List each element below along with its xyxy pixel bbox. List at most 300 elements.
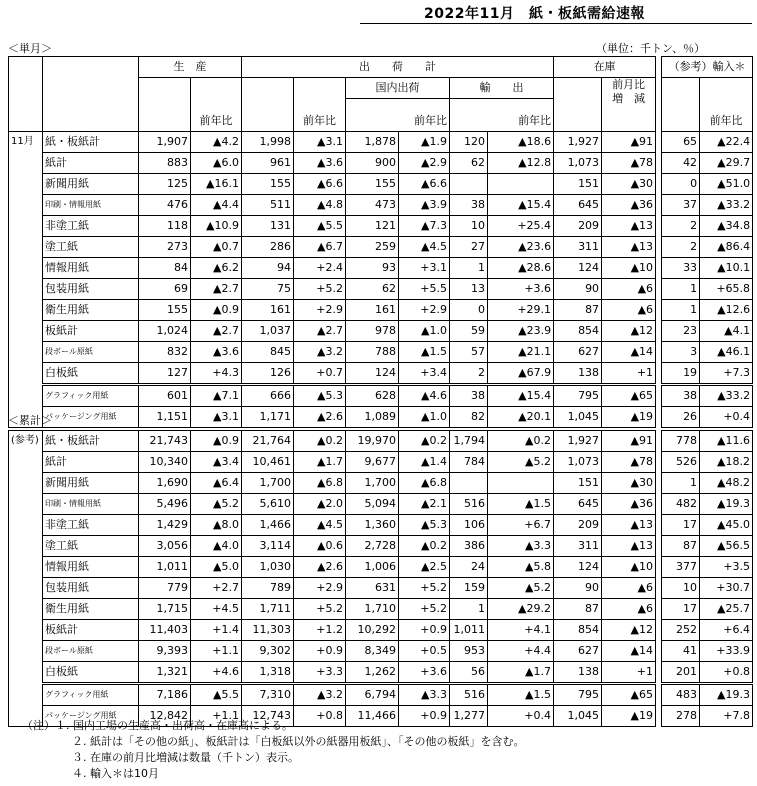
table-cell: +5.2 — [399, 578, 450, 599]
table-cell: 1,998 — [242, 132, 294, 153]
row-label: 紙・板紙計 — [43, 431, 139, 452]
header-item — [43, 57, 139, 132]
table-cell: 23 — [662, 321, 700, 342]
table-cell: ▲10.9 — [191, 216, 242, 237]
table-cell: 209 — [554, 216, 602, 237]
table-cell: ▲6 — [602, 578, 656, 599]
table-row — [9, 237, 753, 258]
table-cell: ▲23.9 — [488, 321, 554, 342]
table-cell: 155 — [346, 174, 399, 195]
cumulative-period: (参考) — [9, 431, 43, 727]
table-cell: 38 — [450, 195, 488, 216]
table-row — [9, 279, 753, 300]
table-cell: ▲36 — [602, 195, 656, 216]
table-row — [9, 452, 753, 473]
row-label: パッケージング用紙 — [43, 706, 139, 727]
table-cell: 627 — [554, 342, 602, 363]
row-label: 情報用紙 — [43, 557, 139, 578]
table-cell: ▲11.6 — [700, 431, 753, 452]
table-cell: ▲19 — [602, 407, 656, 428]
header-import: （参考）輸入＊ — [662, 57, 753, 78]
table-cell: ▲2.7 — [294, 321, 346, 342]
table-cell: 2 — [662, 216, 700, 237]
table-cell: ▲1.5 — [399, 342, 450, 363]
table-cell: 953 — [450, 641, 488, 662]
table-cell: ▲5.0 — [191, 557, 242, 578]
table-cell: ▲21.1 — [488, 342, 554, 363]
table-row — [9, 662, 753, 684]
table-cell: 13 — [450, 279, 488, 300]
table-cell: +25.4 — [488, 216, 554, 237]
table-cell: +4.4 — [488, 641, 554, 662]
table-cell: 526 — [662, 452, 700, 473]
table-cell: 33 — [662, 258, 700, 279]
table-row — [9, 557, 753, 578]
table-cell: ▲5.2 — [488, 578, 554, 599]
table-cell: 645 — [554, 494, 602, 515]
table-cell: +1 — [602, 662, 656, 684]
table-cell: 138 — [554, 662, 602, 684]
table-cell: ▲12 — [602, 620, 656, 641]
table-cell: 1,277 — [450, 706, 488, 727]
table-cell: ▲10.1 — [700, 258, 753, 279]
table-cell: 5,094 — [346, 494, 399, 515]
row-label: 印刷・情報用紙 — [43, 195, 139, 216]
table-cell: +3.1 — [399, 258, 450, 279]
table-cell: ▲1.9 — [399, 132, 450, 153]
header-inventory-change: 前月比 増 減 — [602, 78, 656, 132]
table-cell: ▲10 — [602, 557, 656, 578]
table-cell: ▲6.7 — [294, 237, 346, 258]
table-cell: ▲6.8 — [399, 473, 450, 494]
table-cell: 17 — [662, 515, 700, 536]
table-cell: 1,045 — [554, 706, 602, 727]
table-cell: +2.4 — [294, 258, 346, 279]
note-2: ２. 紙計は「その他の紙」、板紙計は「白板紙以外の紙器用板紙」、「その他の板紙」を含む。 — [72, 735, 525, 748]
table-cell: ▲1.7 — [294, 452, 346, 473]
table-cell: ▲3.6 — [294, 153, 346, 174]
row-label: 段ボール原紙 — [43, 342, 139, 363]
table-cell: +0.9 — [294, 641, 346, 662]
table-row — [9, 321, 753, 342]
table-cell: 106 — [450, 515, 488, 536]
table-cell: ▲8.0 — [191, 515, 242, 536]
table-cell: ▲4.6 — [399, 385, 450, 407]
table-cell: 1,073 — [554, 153, 602, 174]
table-cell: ▲1.5 — [488, 684, 554, 706]
table-cell: +0.8 — [294, 706, 346, 727]
table-cell: ▲1.0 — [399, 321, 450, 342]
table-cell: ▲14 — [602, 641, 656, 662]
table-cell: 155 — [242, 174, 294, 195]
table-row — [9, 431, 753, 452]
table-cell: 854 — [554, 321, 602, 342]
table-cell: +65.8 — [700, 279, 753, 300]
table-cell: +0.4 — [488, 706, 554, 727]
table-cell: 75 — [242, 279, 294, 300]
table-cell: 10,340 — [139, 452, 191, 473]
table-cell: +4.5 — [191, 599, 242, 620]
row-label: 新聞用紙 — [43, 174, 139, 195]
table-cell: +29.1 — [488, 300, 554, 321]
table-cell: 1,262 — [346, 662, 399, 684]
row-label: 包装用紙 — [43, 578, 139, 599]
table-cell: +6.4 — [700, 620, 753, 641]
table-cell: ▲18.2 — [700, 452, 753, 473]
table-cell: ▲78 — [602, 452, 656, 473]
note-1: （注）１. 国内工場の生産高・出荷高・在庫高による。 — [22, 719, 293, 732]
header-domestic: 国内出荷 前年比 — [346, 78, 450, 132]
table-row — [9, 407, 753, 428]
table-cell: 93 — [346, 258, 399, 279]
table-row — [9, 620, 753, 641]
table-cell: 627 — [554, 641, 602, 662]
table-cell: 201 — [662, 662, 700, 684]
table-cell: 11,403 — [139, 620, 191, 641]
table-cell: ▲33.2 — [700, 195, 753, 216]
table-cell: 788 — [346, 342, 399, 363]
table-cell: 1,715 — [139, 599, 191, 620]
table-cell: 138 — [554, 363, 602, 385]
table-cell: ▲34.8 — [700, 216, 753, 237]
note-3: ３. 在庫の前月比増減は数量（千トン）表示。 — [72, 751, 299, 764]
table-cell: +0.5 — [399, 641, 450, 662]
table-cell: 601 — [139, 385, 191, 407]
table-cell: +1 — [602, 363, 656, 385]
table-cell: 124 — [346, 363, 399, 385]
table-row — [9, 599, 753, 620]
table-cell: ▲1.0 — [399, 407, 450, 428]
table-cell: 1 — [450, 258, 488, 279]
table-cell: 57 — [450, 342, 488, 363]
table-cell: ▲65 — [602, 684, 656, 706]
table-cell: +7.8 — [700, 706, 753, 727]
table-cell: 5,610 — [242, 494, 294, 515]
table-cell: +0.9 — [399, 706, 450, 727]
table-cell: +3.6 — [488, 279, 554, 300]
header-production: 生 産 — [139, 57, 242, 78]
table-cell: 483 — [662, 684, 700, 706]
table-cell: 159 — [450, 578, 488, 599]
table-cell: 26 — [662, 407, 700, 428]
table-cell: 7,310 — [242, 684, 294, 706]
table-cell: 1,030 — [242, 557, 294, 578]
table-cell: 155 — [139, 300, 191, 321]
row-label: 非塗工紙 — [43, 515, 139, 536]
table-cell: 1,011 — [139, 557, 191, 578]
table-cell: 11,303 — [242, 620, 294, 641]
table-cell: 27 — [450, 237, 488, 258]
table-row — [9, 641, 753, 662]
row-label: 紙計 — [43, 153, 139, 174]
table-cell: ▲5.2 — [191, 494, 242, 515]
table-cell: +1.1 — [191, 641, 242, 662]
table-cell: 516 — [450, 684, 488, 706]
table-cell: ▲2.5 — [399, 557, 450, 578]
row-label: 白板紙 — [43, 662, 139, 684]
table-row — [9, 385, 753, 407]
section-monthly-label: ＜単月＞ — [8, 42, 52, 55]
table-cell: 1,011 — [450, 620, 488, 641]
table-cell: 8,349 — [346, 641, 399, 662]
table-cell: 90 — [554, 279, 602, 300]
table-cell: 1 — [662, 300, 700, 321]
table-cell: ▲30 — [602, 473, 656, 494]
table-cell: ▲25.7 — [700, 599, 753, 620]
table-cell: ▲36 — [602, 494, 656, 515]
table-cell: 1,073 — [554, 452, 602, 473]
table-cell: ▲0.2 — [399, 536, 450, 557]
table-cell: ▲5.5 — [191, 684, 242, 706]
table-cell: ▲4.5 — [399, 237, 450, 258]
table-cell: 84 — [139, 258, 191, 279]
table-cell: 778 — [662, 431, 700, 452]
table-cell: ▲6.6 — [294, 174, 346, 195]
row-label: 新聞用紙 — [43, 473, 139, 494]
table-cell: ▲28.6 — [488, 258, 554, 279]
table-cell: ▲4.8 — [294, 195, 346, 216]
table-cell: 377 — [662, 557, 700, 578]
table-cell: ▲4.2 — [191, 132, 242, 153]
table-cell: ▲0.9 — [191, 300, 242, 321]
table-cell: +3.3 — [294, 662, 346, 684]
table-cell: ▲6.0 — [191, 153, 242, 174]
table-cell: +2.9 — [294, 578, 346, 599]
table-cell: 41 — [662, 641, 700, 662]
table-cell: 1,037 — [242, 321, 294, 342]
table-cell: 127 — [139, 363, 191, 385]
table-cell: 278 — [662, 706, 700, 727]
table-cell: 19,970 — [346, 431, 399, 452]
table-cell: 10,461 — [242, 452, 294, 473]
table-cell: ▲12.8 — [488, 153, 554, 174]
table-cell: +30.7 — [700, 578, 753, 599]
table-cell: +6.7 — [488, 515, 554, 536]
monthly-table — [8, 56, 753, 428]
table-cell: 473 — [346, 195, 399, 216]
table-cell: 120 — [450, 132, 488, 153]
table-cell: +2.7 — [191, 578, 242, 599]
table-row — [9, 473, 753, 494]
table-cell: ▲6.4 — [191, 473, 242, 494]
table-cell: 0 — [662, 174, 700, 195]
header-export: 輸 出 前年比 — [450, 78, 554, 132]
table-cell: ▲0.2 — [294, 431, 346, 452]
row-label: 塗工紙 — [43, 536, 139, 557]
table-cell — [450, 473, 488, 494]
table-cell: ▲3.2 — [294, 342, 346, 363]
table-cell: 62 — [450, 153, 488, 174]
table-row — [9, 195, 753, 216]
table-cell: ▲2.0 — [294, 494, 346, 515]
table-cell: ▲20.1 — [488, 407, 554, 428]
table-cell: 1,927 — [554, 132, 602, 153]
table-cell: 482 — [662, 494, 700, 515]
table-cell: +4.6 — [191, 662, 242, 684]
table-cell: ▲56.5 — [700, 536, 753, 557]
table-cell: 9,677 — [346, 452, 399, 473]
table-cell: ▲5.3 — [399, 515, 450, 536]
table-cell: 1,321 — [139, 662, 191, 684]
table-cell: 1,907 — [139, 132, 191, 153]
table-cell: ▲29.7 — [700, 153, 753, 174]
table-cell: 961 — [242, 153, 294, 174]
row-label: 非塗工紙 — [43, 216, 139, 237]
table-cell: 1,700 — [242, 473, 294, 494]
table-cell: 631 — [346, 578, 399, 599]
table-cell: 645 — [554, 195, 602, 216]
table-cell: ▲16.1 — [191, 174, 242, 195]
table-cell: 19 — [662, 363, 700, 385]
header-shipments: 出 荷 計 — [242, 57, 554, 78]
table-cell: 21,764 — [242, 431, 294, 452]
table-cell: ▲6 — [602, 279, 656, 300]
table-cell: +2.9 — [399, 300, 450, 321]
table-cell: 516 — [450, 494, 488, 515]
table-cell: ▲0.2 — [488, 431, 554, 452]
table-cell: ▲6.2 — [191, 258, 242, 279]
table-cell: ▲22.4 — [700, 132, 753, 153]
table-cell: 37 — [662, 195, 700, 216]
table-cell: 125 — [139, 174, 191, 195]
table-cell: 795 — [554, 385, 602, 407]
table-cell: ▲91 — [602, 132, 656, 153]
table-row — [9, 342, 753, 363]
table-cell: 17 — [662, 599, 700, 620]
header-shipments-yoy: 前年比 — [294, 78, 346, 132]
table-row — [9, 494, 753, 515]
cumulative-table — [8, 430, 753, 727]
header-inventory: 在庫 — [554, 57, 656, 78]
table-cell: ▲46.1 — [700, 342, 753, 363]
table-cell: 161 — [346, 300, 399, 321]
table-cell: 3,056 — [139, 536, 191, 557]
row-label: 塗工紙 — [43, 237, 139, 258]
row-label: 情報用紙 — [43, 258, 139, 279]
table-cell: ▲13 — [602, 237, 656, 258]
section-cumulative-label: ＜累計＞ — [8, 414, 52, 427]
table-cell: ▲15.4 — [488, 195, 554, 216]
table-cell — [488, 473, 554, 494]
table-cell: 978 — [346, 321, 399, 342]
table-cell: 1 — [450, 599, 488, 620]
table-cell: ▲10 — [602, 258, 656, 279]
table-cell: 65 — [662, 132, 700, 153]
table-cell: 845 — [242, 342, 294, 363]
table-cell: 386 — [450, 536, 488, 557]
table-cell: 666 — [242, 385, 294, 407]
table-cell: 0 — [450, 300, 488, 321]
table-cell: ▲2.7 — [191, 321, 242, 342]
table-cell: ▲4.4 — [191, 195, 242, 216]
row-label: パッケージング用紙 — [43, 407, 139, 428]
row-label: グラフィック用紙 — [43, 385, 139, 407]
table-row — [9, 515, 753, 536]
table-cell: ▲3.4 — [191, 452, 242, 473]
table-cell: ▲3.3 — [399, 684, 450, 706]
table-cell: 259 — [346, 237, 399, 258]
table-cell: ▲67.9 — [488, 363, 554, 385]
table-cell: 789 — [242, 578, 294, 599]
table-cell: ▲3.1 — [191, 407, 242, 428]
table-cell: 5,496 — [139, 494, 191, 515]
table-cell: 1,878 — [346, 132, 399, 153]
table-cell: 82 — [450, 407, 488, 428]
header-period — [9, 57, 43, 132]
table-cell: 1 — [662, 473, 700, 494]
table-cell: 151 — [554, 174, 602, 195]
table-cell: 1,360 — [346, 515, 399, 536]
table-cell: ▲3.1 — [294, 132, 346, 153]
table-cell: 11,466 — [346, 706, 399, 727]
table-cell: ▲7.1 — [191, 385, 242, 407]
table-cell: ▲78 — [602, 153, 656, 174]
table-cell: 795 — [554, 684, 602, 706]
table-cell: +3.5 — [700, 557, 753, 578]
table-cell: 1,710 — [346, 599, 399, 620]
table-cell: 10 — [662, 578, 700, 599]
table-cell: 628 — [346, 385, 399, 407]
table-cell: +1.4 — [191, 620, 242, 641]
table-cell: 1,318 — [242, 662, 294, 684]
table-cell: ▲15.4 — [488, 385, 554, 407]
table-cell: 126 — [242, 363, 294, 385]
table-cell: ▲13 — [602, 515, 656, 536]
row-label: 包装用紙 — [43, 279, 139, 300]
table-row — [9, 536, 753, 557]
table-cell: 779 — [139, 578, 191, 599]
table-cell: 1,006 — [346, 557, 399, 578]
table-cell: 12,842 — [139, 706, 191, 727]
table-cell: 42 — [662, 153, 700, 174]
table-cell: 9,302 — [242, 641, 294, 662]
table-cell: 2 — [450, 363, 488, 385]
table-cell: ▲45.0 — [700, 515, 753, 536]
table-cell: 161 — [242, 300, 294, 321]
table-cell: 1,171 — [242, 407, 294, 428]
table-cell: ▲4.0 — [191, 536, 242, 557]
table-cell: ▲4.5 — [294, 515, 346, 536]
row-label: 段ボール原紙 — [43, 641, 139, 662]
table-cell: 1,089 — [346, 407, 399, 428]
header-production-yoy: 前年比 — [191, 78, 242, 132]
table-cell: 784 — [450, 452, 488, 473]
table-cell: +5.2 — [294, 599, 346, 620]
table-cell: 56 — [450, 662, 488, 684]
footnotes — [22, 718, 525, 782]
table-cell: 511 — [242, 195, 294, 216]
table-cell — [450, 174, 488, 195]
table-cell: ▲6 — [602, 300, 656, 321]
table-cell: +0.9 — [399, 620, 450, 641]
header-import-yoy: 前年比 — [700, 78, 753, 132]
table-row — [9, 363, 753, 385]
table-cell: 124 — [554, 258, 602, 279]
table-cell: ▲1.4 — [399, 452, 450, 473]
table-cell: ▲23.6 — [488, 237, 554, 258]
table-cell: +5.2 — [399, 599, 450, 620]
table-cell — [488, 174, 554, 195]
table-cell: 3 — [662, 342, 700, 363]
table-row — [9, 132, 753, 153]
table-row — [9, 216, 753, 237]
table-cell: +0.7 — [294, 363, 346, 385]
table-cell: ▲29.2 — [488, 599, 554, 620]
table-cell: ▲0.7 — [191, 237, 242, 258]
table-cell: ▲91 — [602, 431, 656, 452]
monthly-period: 11月 — [9, 132, 43, 428]
table-cell: 1,466 — [242, 515, 294, 536]
